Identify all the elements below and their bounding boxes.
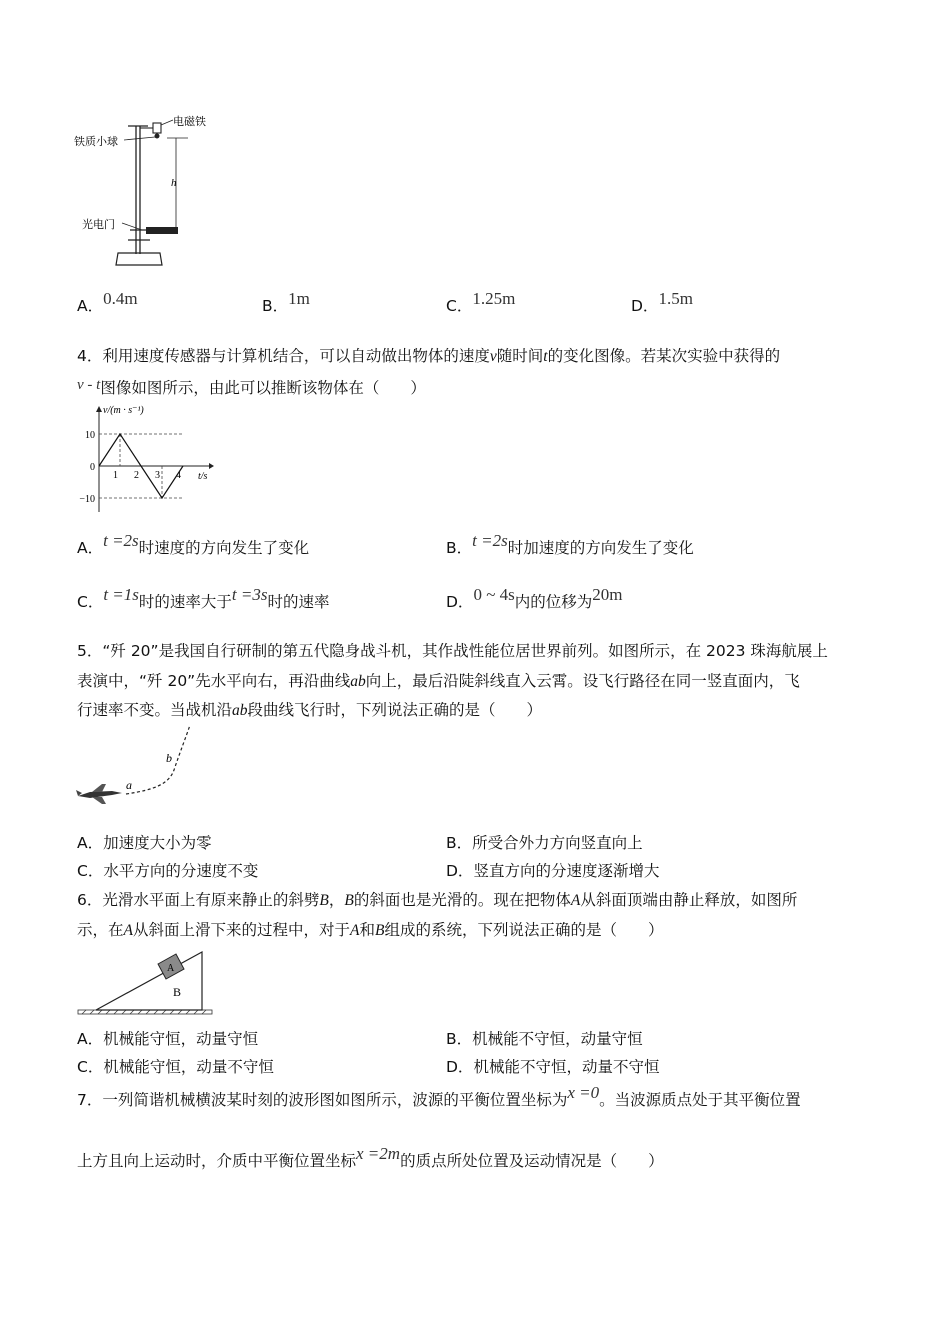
electromagnet: [153, 123, 161, 133]
q6-option-a: A．机械能守恒，动量守恒: [77, 1030, 259, 1048]
flight-path-curve: [126, 725, 190, 794]
q5-stem-line2: 表演中，“歼 20”先水平向右，再沿曲线ab向上，最后沿陡斜线直入云霄。设飞行路径在同一竖直面内，飞: [77, 672, 800, 690]
label-photogate: 光电门: [82, 219, 115, 231]
y-axis-label: v/(m · s⁻¹): [103, 405, 144, 416]
q5-option-b: B．所受合外力方向竖直向上: [446, 834, 643, 852]
q4-stem-line2: v - t图像如图所示，由此可以推断该物体在（ ）: [77, 377, 426, 397]
x-tick-label: 2: [134, 470, 139, 481]
x-axis-arrow: [209, 463, 214, 469]
q4-vt-chart: [74, 400, 224, 520]
q4-stem-line1: 4．利用速度传感器与计算机结合，可以自动做出物体的速度v随时间t的变化图像。若某次实验中获得的: [77, 347, 781, 365]
label-B: B: [173, 985, 182, 999]
y-axis-arrow: [96, 406, 102, 412]
q6-option-b: B．机械能不守恒，动量守恒: [446, 1030, 643, 1048]
q3-option-a: A．0.4m: [77, 289, 138, 315]
wedge-b: [96, 952, 202, 1010]
iron-ball: [155, 134, 160, 139]
q4-option-b: B．t =2s时加速度的方向发生了变化: [446, 531, 694, 557]
q7-stem-line2: 上方且向上运动时，介质中平衡位置坐标x =2m的质点所处位置及运动情况是（ ）: [77, 1144, 664, 1170]
q6-incline-figure: [74, 942, 216, 1018]
y-tick-label: −10: [79, 494, 95, 505]
q3-option-b-math: 1m: [288, 289, 310, 308]
x-tick-label: 3: [155, 470, 160, 481]
q3-option-c-math: 1.25m: [472, 289, 516, 308]
q3-option-c: C．1.25m: [446, 289, 516, 315]
q3-apparatus-figure: [70, 108, 230, 270]
q4-option-a: A．t =2s时速度的方向发生了变化: [77, 531, 310, 557]
q5-option-d: D．竖直方向的分速度逐渐增大: [446, 862, 660, 880]
q6-option-d: D．机械能不守恒，动量不守恒: [446, 1058, 660, 1076]
q5-stem-line1: 5．“歼 20”是我国自行研制的第五代隐身战斗机，其作战性能位居世界前列。如图所示，在 2023 珠海航展上: [77, 642, 828, 660]
q3-option-a-math: 0.4m: [103, 289, 138, 308]
label-iron-ball: 铁质小球: [74, 136, 118, 148]
q6-stem-line2: 示，在A从斜面上滑下来的过程中，对于A和B组成的系统，下列说法正确的是（ ）: [77, 921, 664, 939]
label-electromagnet: 电磁铁: [173, 116, 206, 128]
label-h: h: [171, 177, 177, 189]
q3-option-b: B．1m: [262, 289, 310, 315]
x-tick-label: 1: [113, 470, 118, 481]
q4-option-c: C．t =1s时的速率大于t =3s时的速率: [77, 585, 330, 611]
label-a: a: [126, 778, 132, 792]
q6-option-c: C．机械能守恒，动量不守恒: [77, 1058, 274, 1076]
label-A: A: [167, 963, 175, 974]
q7-stem-line1: 7．一列简谐机械横波某时刻的波形图如图所示，波源的平衡位置坐标为x =0。当波源质点处于其平衡位置: [77, 1083, 801, 1109]
stand-base: [116, 253, 162, 265]
q5-flight-path-figure: [74, 722, 204, 808]
q4-option-d: D．0 ~ 4s内的位移为20m: [446, 585, 623, 611]
x-axis-label: t/s: [198, 471, 208, 482]
q6-stem-line1: 6．光滑水平面上有原来静止的斜劈B，B的斜面也是光滑的。现在把物体A从斜面顶端由静止释放，如图所: [77, 891, 798, 909]
y-tick-label: 0: [90, 462, 95, 473]
q5-stem-line3: 行速率不变。当战机沿ab段曲线飞行时，下列说法正确的是（ ）: [77, 701, 543, 719]
q3-option-d: D．1.5m: [631, 289, 693, 315]
y-tick-label: 10: [85, 430, 95, 441]
q3-option-d-math: 1.5m: [658, 289, 693, 308]
photogate: [146, 227, 178, 234]
fighter-jet-icon: [76, 784, 122, 804]
q5-option-c: C．水平方向的分速度不变: [77, 862, 259, 880]
q5-option-a: A．加速度大小为零: [77, 834, 212, 852]
label-b: b: [166, 751, 172, 765]
x-tick-label: 4: [176, 470, 181, 481]
